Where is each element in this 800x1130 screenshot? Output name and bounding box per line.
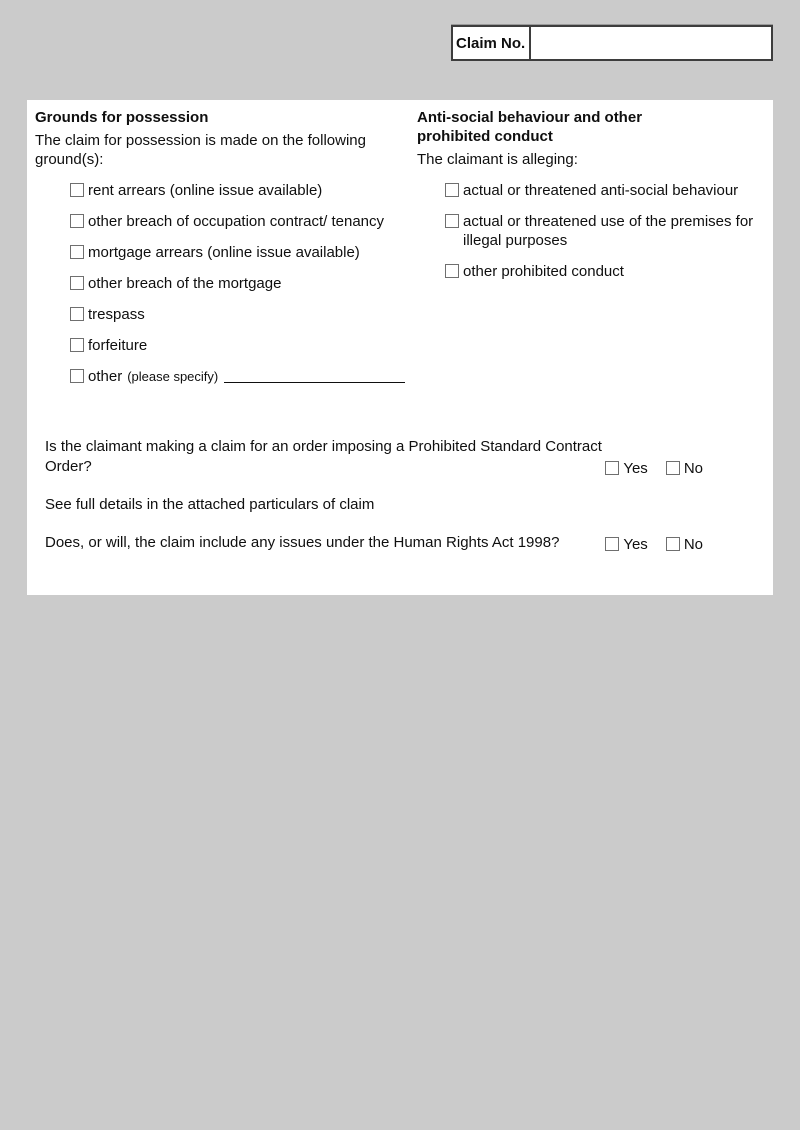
- grounds-checkbox-list: [35, 181, 407, 386]
- checkbox-label: other prohibited conduct: [463, 263, 624, 280]
- question-text: Is the claimant making a claim for an order imposing a Prohibited Standard Contract Order?: [45, 438, 602, 475]
- grounds-heading: Grounds for possession: [35, 109, 209, 126]
- checkbox-row-antisocial-behaviour[interactable]: [417, 181, 773, 200]
- antisocial-heading: Anti-social behaviour and other prohibited conduct: [417, 109, 643, 145]
- other-label: other: [88, 368, 123, 385]
- other-hint: (please specify): [127, 369, 219, 384]
- claim-number-label: Claim No.: [453, 27, 531, 59]
- antisocial-section: [417, 108, 773, 281]
- checkbox[interactable]: [70, 183, 84, 197]
- no-label: No: [683, 460, 703, 477]
- question-prohibited-standard-contract: [45, 437, 755, 477]
- questions-section: [45, 437, 755, 553]
- checkbox-label: other breach of the mortgage: [88, 275, 282, 292]
- checkbox-label: forfeiture: [88, 337, 148, 354]
- checkbox-row-other-breach-mortgage[interactable]: [35, 274, 407, 293]
- yes-no-group: [605, 536, 703, 553]
- checkbox[interactable]: [445, 214, 459, 228]
- grounds-intro: The claim for possession is made on the following ground(s):: [35, 132, 366, 168]
- claim-number-input[interactable]: [531, 27, 771, 59]
- no-checkbox[interactable]: [666, 461, 680, 475]
- yes-label: Yes: [623, 536, 648, 553]
- checkbox-label: mortgage arrears (online issue available): [88, 244, 360, 261]
- checkbox-label: actual or threatened use of the premises for illegal purposes: [463, 213, 754, 249]
- checkbox-label: trespass: [88, 306, 145, 323]
- question-text: Does, or will, the claim include any issues under the Human Rights Act 1998?: [45, 534, 560, 551]
- checkbox[interactable]: [445, 183, 459, 197]
- checkbox-row-other-prohibited-conduct[interactable]: [417, 262, 773, 281]
- yes-checkbox[interactable]: [605, 537, 619, 551]
- question-human-rights-act: [45, 533, 755, 553]
- checkbox-row-other[interactable]: [35, 367, 407, 386]
- checkbox[interactable]: [70, 338, 84, 352]
- particulars-note: See full details in the attached particulars of claim: [45, 496, 375, 513]
- checkbox-row-illegal-purposes[interactable]: [417, 212, 773, 250]
- checkbox[interactable]: [445, 264, 459, 278]
- checkbox-label: rent arrears (online issue available): [88, 182, 323, 199]
- no-checkbox[interactable]: [666, 537, 680, 551]
- other-specify-line[interactable]: [224, 367, 405, 383]
- form-panel: [27, 100, 773, 595]
- yes-no-group: [605, 460, 703, 477]
- checkbox[interactable]: [70, 369, 84, 383]
- checkbox-label: other breach of occupation contract/ tenancy: [88, 213, 385, 230]
- antisocial-intro: The claimant is alleging:: [417, 151, 578, 168]
- checkbox[interactable]: [70, 276, 84, 290]
- claim-number-box: [451, 25, 773, 61]
- antisocial-checkbox-list: [417, 181, 773, 281]
- yes-label: Yes: [623, 460, 648, 477]
- checkbox-row-other-breach-contract[interactable]: [35, 212, 407, 231]
- checkbox-row-mortgage-arrears[interactable]: [35, 243, 407, 262]
- no-label: No: [683, 536, 703, 553]
- yes-checkbox[interactable]: [605, 461, 619, 475]
- checkbox[interactable]: [70, 245, 84, 259]
- checkbox[interactable]: [70, 214, 84, 228]
- grounds-section: [35, 108, 407, 386]
- checkbox-row-forfeiture[interactable]: [35, 336, 407, 355]
- checkbox-label: actual or threatened anti-social behaviour: [463, 182, 739, 199]
- checkbox-row-rent-arrears[interactable]: [35, 181, 407, 200]
- checkbox-row-trespass[interactable]: [35, 305, 407, 324]
- checkbox[interactable]: [70, 307, 84, 321]
